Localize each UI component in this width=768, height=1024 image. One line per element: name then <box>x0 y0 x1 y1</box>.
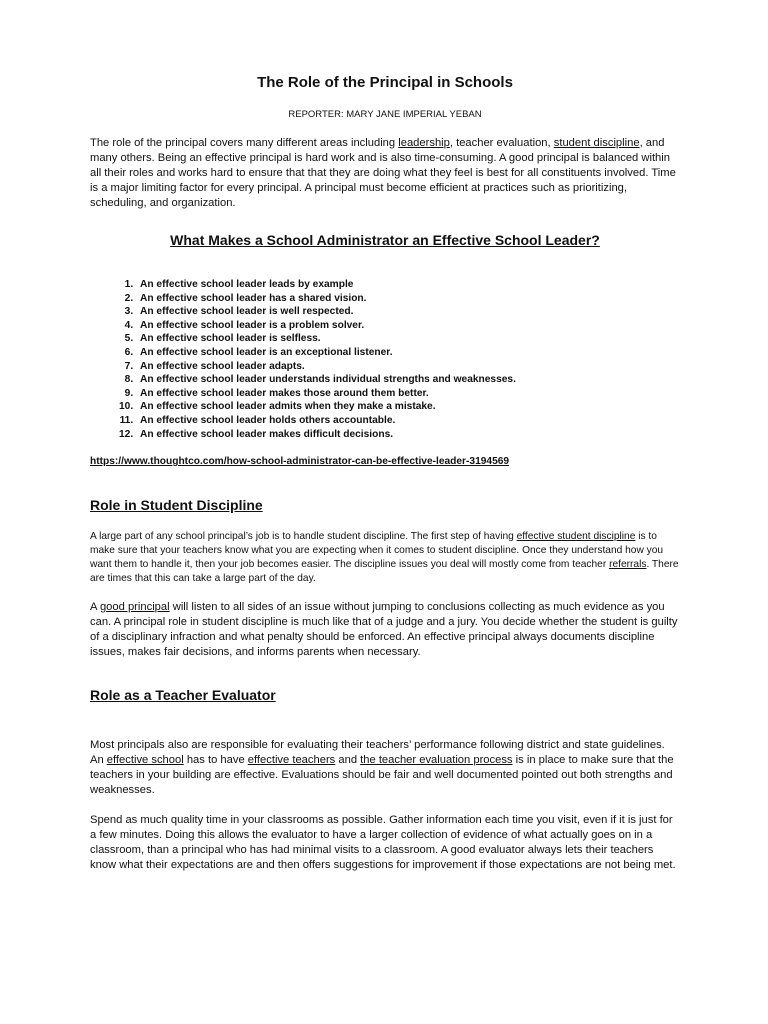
document-page <box>90 74 680 873</box>
reporter-line: REPORTER: MARY JANE IMPERIAL YEBAN <box>288 109 482 120</box>
leadership-link[interactable]: leadership <box>398 137 450 149</box>
effective-teachers-link[interactable]: effective teachers <box>247 754 336 767</box>
paragraph-text: Most principals also are responsible for evaluating their teachers’ performance following district and state guidelines. An <box>90 739 665 767</box>
paragraph-text: will listen to all sides of an issue without jumping to conclusions collecting as much evidence as you can. A principal role in student discipline is much like that of a judge and a jury. You decide whether the student is guilty of a disciplinary infraction and what penalty should be enforced. An effective principal always documents discipline issues, makes fair decisions, and informs parents when necessary. <box>90 601 678 659</box>
discipline-paragraph-2 <box>90 600 680 660</box>
intro-text: , teacher evaluation, <box>449 137 554 149</box>
evaluator-paragraph-2: Spend as much quality time in your classrooms as possible. Gather information each time you visit, even if it is just for a few minutes. Doing this allows the evaluator to have a larger collection of evidence of what actually goes on in a classroom, than a principal who has had minimal visits to a classroom. A good evaluator always lets their teachers know what their expectations are and then offers suggestions for improvement if those expectations are not being met. <box>90 814 676 872</box>
paragraph-text: . There are times that this can take a large part of the day. <box>90 559 679 585</box>
leader-list <box>90 278 680 441</box>
list-item: 7. An effective school leader adapts. <box>136 360 680 374</box>
list-item: 1. An effective school leader leads by example <box>136 278 680 292</box>
paragraph-text: and <box>335 754 361 767</box>
referrals-link[interactable]: referrals <box>609 559 647 571</box>
good-principal-link[interactable]: good principal <box>99 601 170 614</box>
list-item: 6. An effective school leader is an exceptional listener. <box>136 346 680 360</box>
list-item: 9. An effective school leader makes those around them better. <box>136 387 680 401</box>
list-item: 8. An effective school leader understands individual strengths and weaknesses. <box>136 373 680 387</box>
intro-paragraph <box>90 136 680 211</box>
paragraph-text: A <box>90 601 100 614</box>
discipline-heading: Role in Student Discipline <box>90 497 263 514</box>
intro-text: The role of the principal covers many different areas including <box>90 137 399 149</box>
paragraph-text: is to make sure that your teachers know what you are expecting when it comes to student discipline. Once they understand how you want them to handle it, then your job becomes easier. The discipline issues you deal will mostly come from teacher <box>90 531 664 571</box>
list-item: 11. An effective school leader holds others accountable. <box>136 414 680 428</box>
effective-student-discipline-link[interactable]: effective student discipline <box>516 531 636 543</box>
list-item: 2. An effective school leader has a shared vision. <box>136 292 680 306</box>
page-title: The Role of the Principal in Schools <box>257 74 513 91</box>
student-discipline-link[interactable]: student discipline <box>553 137 640 149</box>
discipline-paragraph-1 <box>90 530 680 586</box>
intro-text: , and many others. Being an effective principal is hard work and is also time-consuming. A good principal is balanced within all their roles and works hard to ensure that that they are doing what they feel is best for all constituents involved. Time is a major limiting factor for every principal. A principal must become efficient at practices such as prioritizing, scheduling, and organization. <box>90 137 676 209</box>
list-item: 4. An effective school leader is a problem solver. <box>136 319 680 333</box>
list-item: 12. An effective school leader makes difficult decisions. <box>136 428 680 442</box>
paragraph-text: has to have <box>183 754 248 767</box>
evaluation-process-link[interactable]: the teacher evaluation process <box>360 754 513 767</box>
paragraph-text: A large part of any school principal’s job is to handle student discipline. The first step of having <box>90 531 517 543</box>
list-item: 10. An effective school leader admits when they make a mistake. <box>136 400 680 414</box>
evaluator-paragraph-1 <box>90 738 680 798</box>
list-item: 3. An effective school leader is well respected. <box>136 305 680 319</box>
leader-heading: What Makes a School Administrator an Effective School Leader? <box>170 232 600 248</box>
evaluator-heading: Role as a Teacher Evaluator <box>90 687 276 704</box>
source-link[interactable]: https://www.thoughtco.com/how-school-administrator-can-be-effective-leader-3194569 <box>90 456 510 468</box>
effective-school-link[interactable]: effective school <box>106 754 184 767</box>
list-item: 5. An effective school leader is selfless. <box>136 332 680 346</box>
paragraph-text: is in place to make sure that the teachers in your building are effective. Evaluations should be fair and well documented pointed out both strengths and weaknesses. <box>90 754 674 797</box>
